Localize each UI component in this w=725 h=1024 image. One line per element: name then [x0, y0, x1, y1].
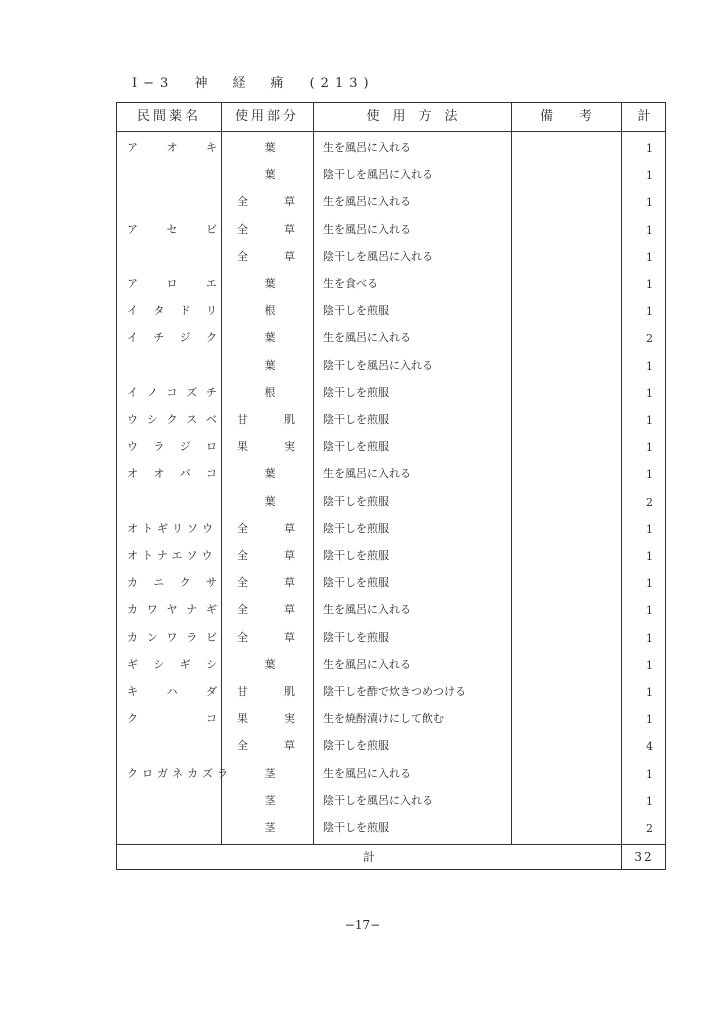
used-part: 全 草 [237, 739, 295, 753]
total-value: 32 [634, 850, 654, 864]
table-row [117, 214, 667, 241]
usage-method: 生を風呂に入れる [323, 657, 411, 671]
row-count: 1 [646, 250, 653, 264]
row-count: 1 [646, 794, 653, 808]
table-row [117, 241, 667, 268]
used-part: 葉 [264, 494, 276, 508]
heading-name: 神 経 痛 [194, 76, 290, 91]
table-row [117, 350, 667, 377]
remedy-name: ア セ ビ [127, 222, 217, 236]
table-row [117, 377, 667, 404]
table-row [117, 486, 667, 513]
usage-method: 生を食べる [323, 277, 378, 290]
row-count: 1 [646, 631, 653, 645]
used-part: 全 草 [237, 195, 295, 209]
used-part: 根 [264, 304, 276, 318]
row-count: 2 [646, 332, 653, 346]
row-count: 1 [646, 550, 653, 563]
heading-count: (213) [309, 76, 375, 91]
table-row [117, 322, 667, 349]
row-count: 1 [646, 359, 653, 373]
table-row [117, 649, 667, 676]
table-row [117, 785, 667, 812]
remedy-name: ギ シ ギ シ [127, 657, 217, 671]
usage-method: 生を風呂に入れる [323, 195, 411, 209]
table-row [117, 404, 667, 431]
table-row [117, 513, 667, 540]
usage-method: 陰干しを煎服 [323, 304, 389, 318]
remedy-name: オトギリソウ [127, 521, 217, 535]
row-count: 1 [646, 169, 653, 183]
table-row [117, 540, 667, 567]
table-row [117, 703, 667, 730]
used-part: 全 草 [237, 630, 295, 644]
header-method: 使 用 方 法 [366, 109, 458, 124]
header-name: 民間薬名 [136, 109, 201, 124]
row-count: 1 [646, 468, 653, 482]
used-part: 全 草 [237, 603, 295, 617]
used-part: 葉 [264, 277, 276, 290]
usage-method: 生を風呂に入れる [323, 141, 411, 154]
used-part: 全 草 [237, 549, 295, 562]
row-count: 1 [646, 142, 653, 155]
used-part: 全 草 [237, 249, 295, 263]
usage-method: 陰干しを風呂に入れる [323, 249, 433, 263]
usage-method: 陰干しを煎服 [323, 385, 389, 399]
table-row [117, 676, 667, 703]
used-part: 全 草 [237, 576, 295, 590]
remedy-name: ク コ [127, 712, 217, 726]
used-part: 茎 [264, 766, 276, 780]
table-row [117, 132, 667, 159]
table-row [117, 186, 667, 213]
row-count: 1 [646, 414, 653, 427]
used-part: 葉 [264, 358, 276, 372]
row-count: 1 [646, 713, 653, 727]
usage-method: 生を風呂に入れる [323, 331, 411, 345]
used-part: 甘 肌 [237, 413, 295, 426]
row-count: 1 [646, 441, 653, 455]
remedy-name: カ ン ワ ラ ビ [127, 630, 217, 644]
table-row [117, 458, 667, 485]
header-count: 計 [637, 109, 651, 124]
usage-method: 陰干しを煎服 [323, 549, 389, 562]
row-count: 1 [646, 686, 653, 699]
remedy-name: ア ロ エ [127, 277, 217, 290]
table-heading [132, 72, 385, 91]
usage-method: 陰干しを煎服 [323, 821, 389, 834]
remedy-name: オ オ バ コ [127, 467, 217, 481]
used-part: 茎 [264, 821, 276, 834]
table-row [117, 730, 667, 757]
remedy-name: イ チ ジ ク [127, 331, 217, 345]
row-count: 2 [646, 495, 653, 509]
usage-method: 陰干しを煎服 [323, 494, 389, 508]
remedy-table [116, 102, 666, 870]
used-part: 葉 [264, 141, 276, 154]
remedy-name: イ タ ド リ [127, 304, 217, 318]
remedy-name: ウ ラ ジ ロ [127, 440, 217, 454]
total-label: 計 [362, 850, 375, 864]
row-count: 1 [646, 278, 653, 291]
usage-method: 陰干しを風呂に入れる [323, 793, 433, 807]
page-number: −17− [344, 918, 381, 932]
row-count: 1 [646, 223, 653, 237]
header-note: 備 考 [539, 109, 592, 124]
row-count: 1 [646, 767, 653, 781]
usage-method: 陰干しを酢で炊きつめつける [323, 685, 466, 698]
used-part: 果 実 [237, 440, 295, 454]
usage-method: 陰干しを煎服 [323, 630, 389, 644]
usage-method: 陰干しを風呂に入れる [323, 358, 433, 372]
remedy-name: キ ハ ダ [127, 685, 217, 698]
usage-method: 陰干しを風呂に入れる [323, 168, 433, 182]
remedy-name: ウ シ ク ス ベ [127, 413, 217, 426]
used-part: 茎 [264, 793, 276, 807]
table-row [117, 295, 667, 322]
row-count: 1 [646, 577, 653, 591]
remedy-name: イ ノ コ ズ チ [127, 385, 217, 399]
row-count: 1 [646, 658, 653, 672]
table-row [117, 567, 667, 594]
row-count: 1 [646, 196, 653, 210]
used-part: 葉 [264, 657, 276, 671]
used-part: 甘 肌 [237, 685, 295, 698]
table-row [117, 622, 667, 649]
usage-method: 生を風呂に入れる [323, 222, 411, 236]
usage-method: 生を風呂に入れる [323, 467, 411, 481]
heading-code: Ⅰ−3 [132, 76, 175, 91]
usage-method: 陰干しを煎服 [323, 576, 389, 590]
used-part: 葉 [264, 168, 276, 182]
table-row [117, 594, 667, 621]
used-part: 葉 [264, 467, 276, 481]
usage-method: 生を風呂に入れる [323, 603, 411, 617]
used-part: 果 実 [237, 712, 295, 726]
remedy-name: カ ワ ヤ ナ ギ [127, 603, 217, 617]
usage-method: 陰干しを煎服 [323, 739, 389, 753]
used-part: 全 草 [237, 222, 295, 236]
usage-method: 陰干しを煎服 [323, 440, 389, 454]
used-part: 全 草 [237, 521, 295, 535]
row-count: 1 [646, 522, 653, 536]
table-row [117, 268, 667, 295]
usage-method: 陰干しを煎服 [323, 413, 389, 426]
usage-method: 生を焼酎漬けにして飲む [323, 712, 444, 726]
row-count: 1 [646, 604, 653, 618]
row-count: 1 [646, 305, 653, 319]
header-part: 使用部分 [234, 109, 299, 124]
remedy-name: クロガネカズラ [127, 766, 232, 780]
table-row [117, 431, 667, 458]
usage-method: 生を風呂に入れる [323, 766, 411, 780]
table-row [117, 159, 667, 186]
used-part: 根 [264, 385, 276, 399]
row-count: 2 [646, 822, 653, 835]
table-row [117, 812, 667, 839]
remedy-name: カ ニ ク サ [127, 576, 217, 590]
remedy-name: オトナエソウ [127, 549, 217, 562]
remedy-name: ア オ キ [127, 141, 217, 154]
used-part: 葉 [264, 331, 276, 345]
table-row [117, 758, 667, 785]
row-count: 4 [646, 740, 653, 754]
usage-method: 陰干しを煎服 [323, 521, 389, 535]
row-count: 1 [646, 386, 653, 400]
